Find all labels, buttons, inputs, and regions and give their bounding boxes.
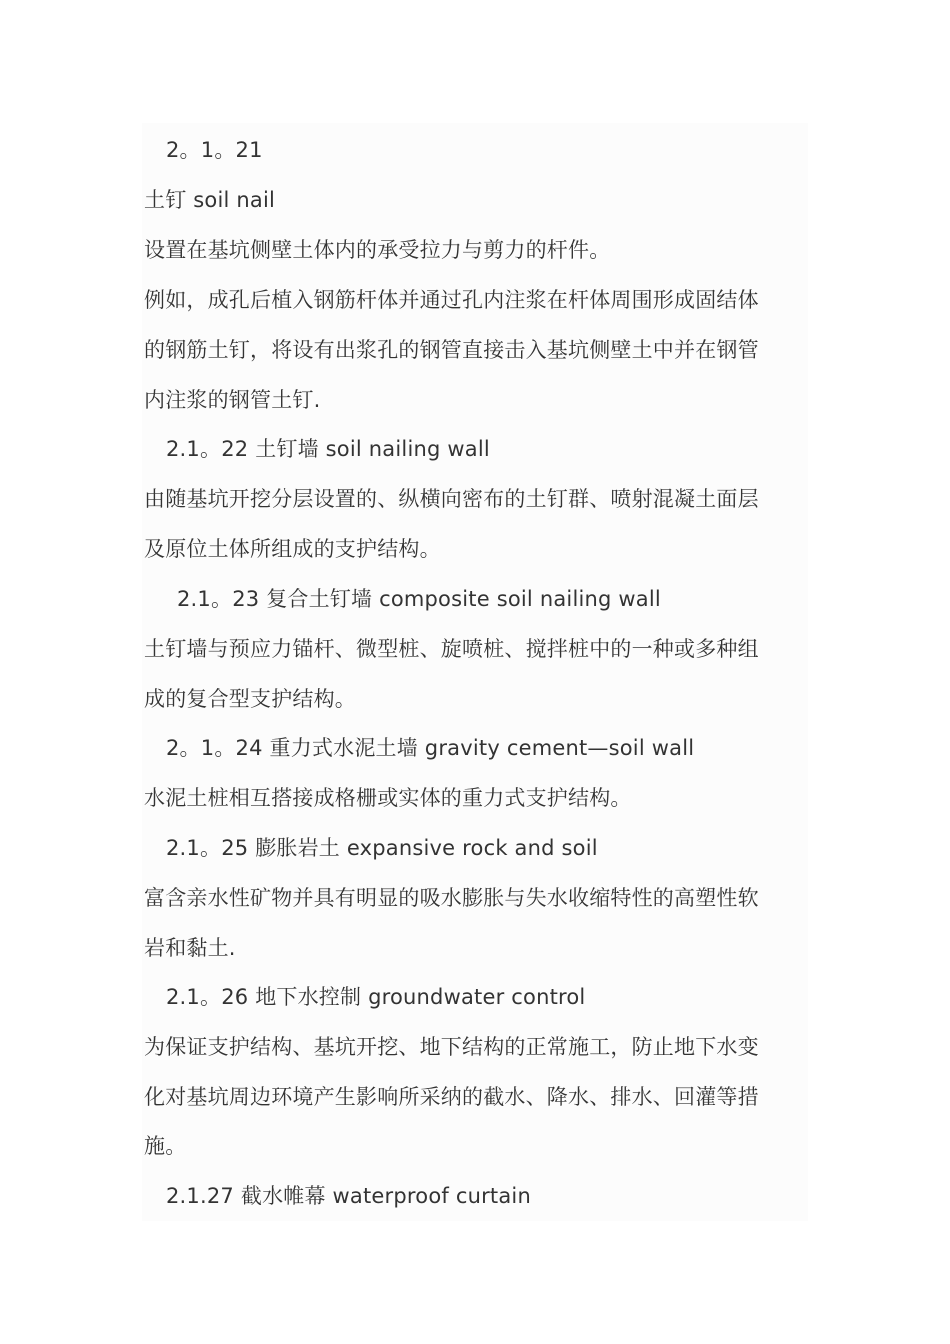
definition-text: 化对基坑周边环境产生影响所采纳的截水、降水、排水、回灌等措 (144, 1085, 759, 1109)
section-heading-2-1-22: 2.1。22 土钉墙 soil nailing wall (166, 437, 490, 461)
definition-text: 土钉墙与预应力锚杆、微型桩、旋喷桩、搅拌桩中的一种或多种组 (144, 637, 759, 661)
definition-text: 富含亲水性矿物并具有明显的吸水膨胀与失水收缩特性的高塑性软 (144, 886, 759, 910)
section-heading-2-1-24: 2。1。24 重力式水泥土墙 gravity cement—soil wall (166, 736, 695, 760)
definition-text: 例如，成孔后植入钢筋杆体并通过孔内注浆在杆体周围形成固结体 (144, 288, 759, 312)
section-heading-2-1-27: 2.1.27 截水帷幕 waterproof curtain (166, 1184, 531, 1208)
section-heading-2-1-21: 2。1。21 (166, 138, 263, 162)
definition-text: 施。 (144, 1134, 187, 1158)
section-heading-2-1-23: 2.1。23 复合土钉墙 composite soil nailing wall (177, 587, 661, 611)
definition-text: 岩和黏土. (144, 936, 236, 960)
definition-text: 由随基坑开挖分层设置的、纵横向密布的土钉群、喷射混凝土面层 (144, 487, 759, 511)
definition-text: 成的复合型支护结构。 (144, 687, 356, 711)
definition-text: 为保证支护结构、基坑开挖、地下结构的正常施工，防止地下水变 (144, 1035, 759, 1059)
section-heading-2-1-25: 2.1。25 膨胀岩土 expansive rock and soil (166, 836, 598, 860)
definition-text: 设置在基坑侧壁土体内的承受拉力与剪力的杆件。 (144, 238, 611, 262)
term-title: 土钉 soil nail (144, 188, 276, 212)
definition-text: 的钢筋土钉，将设有出浆孔的钢管直接击入基坑侧壁土中并在钢管 (144, 338, 759, 362)
definition-text: 水泥土桩相互搭接成格栅或实体的重力式支护结构。 (144, 786, 632, 810)
section-heading-2-1-26: 2.1。26 地下水控制 groundwater control (166, 985, 586, 1009)
definition-text: 内注浆的钢管土钉. (144, 388, 321, 412)
definition-text: 及原位土体所组成的支护结构。 (144, 537, 441, 561)
